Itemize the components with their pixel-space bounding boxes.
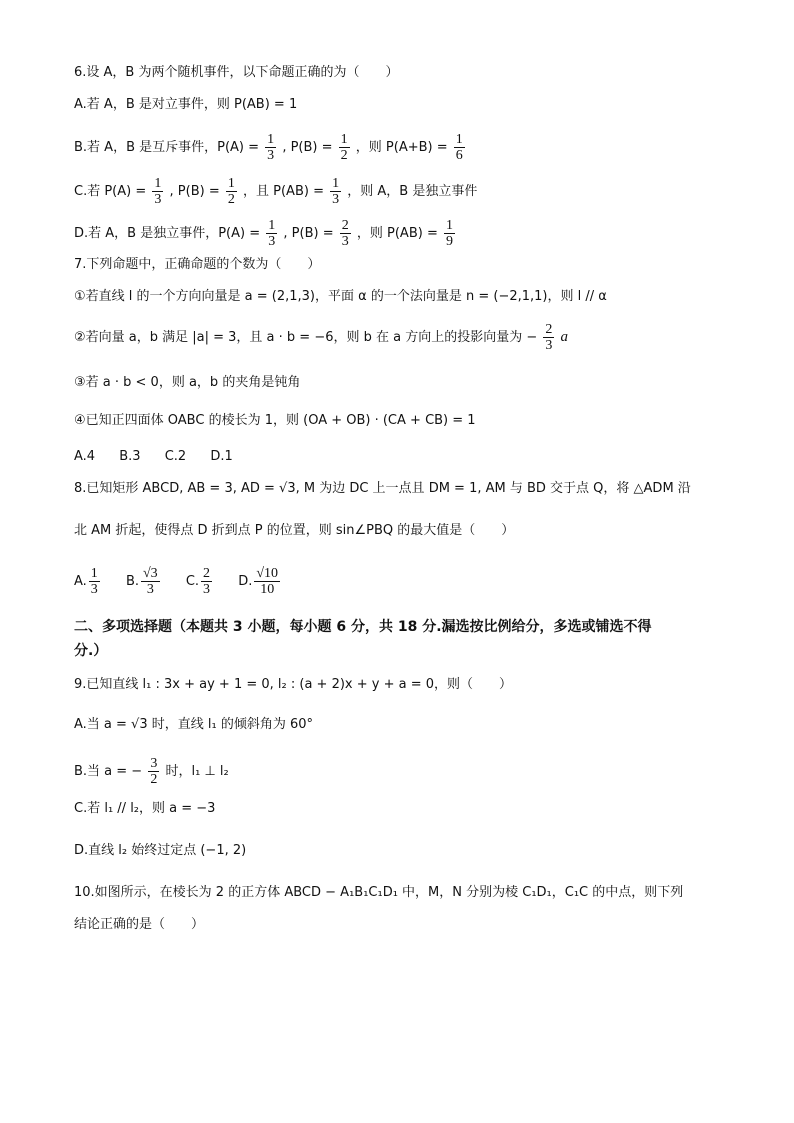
q7-options — [74, 448, 253, 466]
q7-statement-2: ②若向量 a，b 满足 |a| = 3，且 a · b = −6，则 b 在 a 方向上的投影向量为 − $\frac{2}{3}$ a — [74, 322, 569, 353]
q7-statement-1: ①若直线 l 的一个方向向量是 a = (2,1,3)，平面 α 的一个法向量是 n = (−2,1,1)，则 l // α — [74, 289, 607, 304]
q7-option: D.1 — [210, 449, 233, 464]
q10-stem-line-1: 10.如图所示，在棱长为 2 的正方体 ABCD − A₁B₁C₁D₁ 中，M，N 分别为棱 C₁D₁，C₁C 的中点，则下列 — [74, 885, 684, 900]
q6-option-a: A.若 A，B 是对立事件，则 P(AB) = 1 — [74, 97, 298, 112]
fraction: $\frac{2}{3}$ — [545, 322, 553, 353]
section-heading-line-1: 二、多项选择题（本题共 3 小题，每小题 6 分，共 18 分.漏选按比例给分，多选或铺选不得 — [74, 619, 652, 635]
q9-option-c: C.若 l₁ // l₂，则 a = −3 — [74, 801, 216, 816]
q8-option-d: D. $\frac{√10}{10}$ — [238, 566, 279, 597]
fraction: $\frac{1}{2}$ — [227, 176, 235, 207]
fraction: $\frac{2}{3}$ — [341, 218, 349, 249]
fraction: $\frac{3}{2}$ — [150, 756, 158, 787]
q7-option: A.4 — [74, 449, 96, 464]
fraction: $\frac{1}{6}$ — [455, 132, 463, 163]
q7-statement-4: ④已知正四面体 OABC 的棱长为 1，则 (OA + OB) · (CA + CB) = 1 — [74, 413, 476, 428]
q6-option-c: C.若 P(A) = $\frac{1}{3}$ , P(B) = $\frac{1}{2}$ ，且 P(AB) = $\frac{1}{3}$ ，则 A，B 是独立事件 — [74, 176, 478, 207]
fraction: $\frac{1}{3}$ — [154, 176, 162, 207]
q10-stem-line-2: 结论正确的是（ ） — [74, 917, 205, 932]
fraction: $\frac{1}{9}$ — [445, 218, 453, 249]
q8-options — [74, 566, 302, 597]
q9-option-a: A.当 a = √3 时，直线 l₁ 的倾斜角为 60° — [74, 717, 314, 732]
q7-stem: 7.下列命题中，正确命题的个数为（ ） — [74, 257, 321, 272]
section-heading-line-2: 分.） — [74, 643, 108, 659]
q9-stem: 9.已知直线 l₁ : 3x + ay + 1 = 0, l₂ : (a + 2)x + y + a = 0，则（ ） — [74, 677, 513, 692]
q8-option-c: C. $\frac{2}{3}$ — [185, 566, 211, 597]
q9-option-b: B.当 a = − $\frac{3}{2}$ 时，l₁ ⊥ l₂ — [74, 756, 229, 787]
q7-option: C.2 — [164, 449, 187, 464]
fraction: $\frac{1}{3}$ — [267, 132, 275, 163]
fraction: $\frac{1}{3}$ — [268, 218, 276, 249]
q8-stem-line-1: 8.已知矩形 ABCD, AB = 3, AD = √3, M 为边 DC 上一点且 DM = 1, AM 与 BD 交于点 Q，将 △ADM 沿 — [74, 481, 691, 496]
fraction: $\frac{1}{2}$ — [340, 132, 348, 163]
q6-option-b: B.若 A，B 是互斥事件，P(A) = $\frac{1}{3}$ , P(B) = $\frac{1}{2}$ ，则 P(A+B) = $\frac{1}{6}$ — [74, 132, 463, 163]
q7-statement-3: ③若 a · b < 0，则 a，b 的夹角是钝角 — [74, 375, 301, 390]
q6-option-d: D.若 A，B 是独立事件，P(A) = $\frac{1}{3}$ , P(B) = $\frac{2}{3}$ ，则 P(AB) = $\frac{1}{9}$ — [74, 218, 453, 249]
q8-option-a: A. $\frac{1}{3}$ — [74, 566, 98, 597]
fraction: $\frac{1}{3}$ — [332, 176, 340, 207]
q9-option-d: D.直线 l₂ 始终过定点 (−1, 2) — [74, 843, 247, 858]
q6-stem: 6.设 A，B 为两个随机事件，以下命题正确的为（ ） — [74, 65, 399, 80]
q8-stem-line-2: 北 AM 折起，使得点 D 折到点 P 的位置，则 sin∠PBQ 的最大值是（ ） — [74, 523, 515, 538]
q8-option-b: B. $\frac{√3}{3}$ — [125, 566, 158, 597]
q7-option: B.3 — [119, 449, 141, 464]
